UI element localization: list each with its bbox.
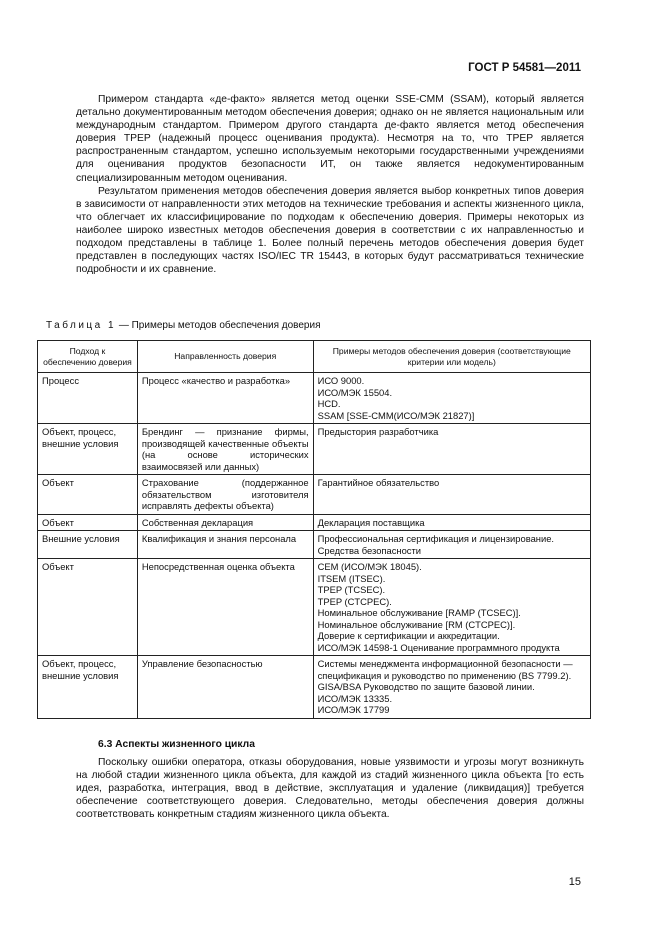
table-cell-line: Системы менеджмента информационной безопасности — спецификация и руководство по применению (BS 7799.2). <box>317 658 573 681</box>
table-cell-line: TPEP (TCSEC). <box>317 584 386 595</box>
table-cell: Квалификация и знания персонала <box>137 531 313 559</box>
paragraph: Результатом применения методов обеспечения доверия является выбор конкретных типов доверия в зависимости от направленности этих методов на технические требования и аспекты жизненного цикла, что облегчает их классифицирование по подходам к обеспечению доверия. Примеры некоторых из наиболее широко известных методов обеспечения доверия в соответствии с их направленностью и подходом представлены в таблице 1. Более полный перечень методов обеспечения доверия будет представлен в последующих частях ISO/IEC TR 15443, в которых будут рассматриваться технические подробности и их сравнение. <box>76 185 584 276</box>
table-cell-line: GISA/BSA Руководство по защите базовой линии. <box>317 681 535 692</box>
methods-table <box>37 340 591 719</box>
body-text <box>76 93 584 276</box>
table-caption-title: — Примеры методов обеспечения доверия <box>116 320 321 331</box>
table-row <box>38 373 591 424</box>
table-cell: Управление безопасностью <box>137 656 313 719</box>
table-cell: Непосредственная оценка объекта <box>137 559 313 656</box>
table-cell: Объект <box>38 559 138 656</box>
table-cell <box>313 373 590 424</box>
table-cell: Процесс «качество и разработка» <box>137 373 313 424</box>
table-cell-line: CEM (ИСО/МЭК 18045). <box>317 561 422 572</box>
table-cell: Гарантийное обязательство <box>313 475 590 515</box>
table-cell: Предыстория разработчика <box>313 424 590 475</box>
table-row <box>38 514 591 531</box>
table-header-row <box>38 341 591 373</box>
table-cell: Декларация поставщика <box>313 514 590 531</box>
table-cell: Объект, процесс, внешние условия <box>38 656 138 719</box>
table-cell: Внешние условия <box>38 531 138 559</box>
table-cell: Объект <box>38 514 138 531</box>
table-cell: Объект <box>38 475 138 515</box>
table-cell <box>313 656 590 719</box>
table-cell <box>313 559 590 656</box>
paragraph: Примером стандарта «де-факто» является метод оценки SSE-CMM (SSAM), который является детально документированным методом обеспечения доверия; однако он не является национальным или международным стандартом. Примером другого стандарта де-факто является метод обеспечения доверия TPEP (надежный процесс оценивания продукта). Несмотря на то, что TPEP является распространенным стандартом, успешно используемым некоторыми государственными учреждениями для оценивания продуктов безопасности ИТ, он также является недокументированным специализированным методом оценивания. <box>76 94 584 184</box>
section-paragraph: Поскольку ошибки оператора, отказы оборудования, новые уязвимости и угрозы могут возникнуть на любой стадии жизненного цикла объекта, для каждой из стадий жизненного цикла объекта [то есть идея, разработка, интеграция, ввод в действие, эксплуатация и удаление (ликвидация)] требуется обеспечение соответствующего доверия. Следовательно, методы обеспечения доверия должны соответствовать конкретным стадиям жизненного цикла объекта. <box>76 757 584 821</box>
table-cell-line: Средства безопасности <box>317 544 421 556</box>
table-cell-line: Номинальное обслуживание [RAMP (TCSEC)]. <box>317 607 521 618</box>
table-cell: Брендинг — признание фирмы, производящей качественные объекты (на основе исторических взаимосвязей или данных) <box>137 424 313 475</box>
table-caption-label: Таблица 1 <box>46 320 117 331</box>
table-cell-line: ИСО/МЭК 15504. <box>317 386 393 398</box>
table-cell-line: ИСО/МЭК 17799 <box>317 704 390 715</box>
section-6-3 <box>76 738 584 822</box>
column-header: Подход к обеспечению доверия <box>38 341 138 373</box>
table-cell: Объект, процесс, внешние условия <box>38 424 138 475</box>
table-cell: Собственная декларация <box>137 514 313 531</box>
table-cell-line: HCD. <box>317 398 341 409</box>
table-cell-line: Профессиональная сертификация и лицензирование. <box>317 533 555 544</box>
column-header: Направленность доверия <box>137 341 313 373</box>
table-cell-line: SSAM [SSE-CMM(ИСО/МЭК 21827)] <box>317 409 475 421</box>
column-header: Примеры методов обеспечения доверия (соответствующие критерии или модель) <box>313 341 590 373</box>
document-code: ГОСТ Р 54581—2011 <box>468 62 581 74</box>
table-cell-line: Номинальное обслуживание [RM (CTCPEC)]. <box>317 618 516 630</box>
table-row <box>38 475 591 515</box>
table-cell-line: TPEP (CTCPEC). <box>317 595 392 607</box>
table-cell-line: ИСО/МЭК 14598-1 Оценивание программного продукта <box>317 641 560 653</box>
table-cell: Страхование (поддержанное обязательством изготовителя исправлять дефекты объекта) <box>137 475 313 515</box>
table-cell-line: ITSEM (ITSEC). <box>317 572 386 584</box>
table-cell: Процесс <box>38 373 138 424</box>
table-cell <box>313 531 590 559</box>
table-cell-line: ИСО 9000. <box>317 375 365 386</box>
section-heading: 6.3 Аспекты жизненного цикла <box>98 739 255 750</box>
table-row <box>38 424 591 475</box>
table-row <box>38 559 591 656</box>
table-cell-line: ИСО/МЭК 13335. <box>317 692 393 704</box>
page-number: 15 <box>568 876 581 888</box>
table-caption <box>46 320 321 331</box>
table-cell-line: Доверие к сертификации и аккредитации. <box>317 630 500 641</box>
table-row <box>38 531 591 559</box>
table-row <box>38 656 591 719</box>
table-body <box>38 373 591 719</box>
